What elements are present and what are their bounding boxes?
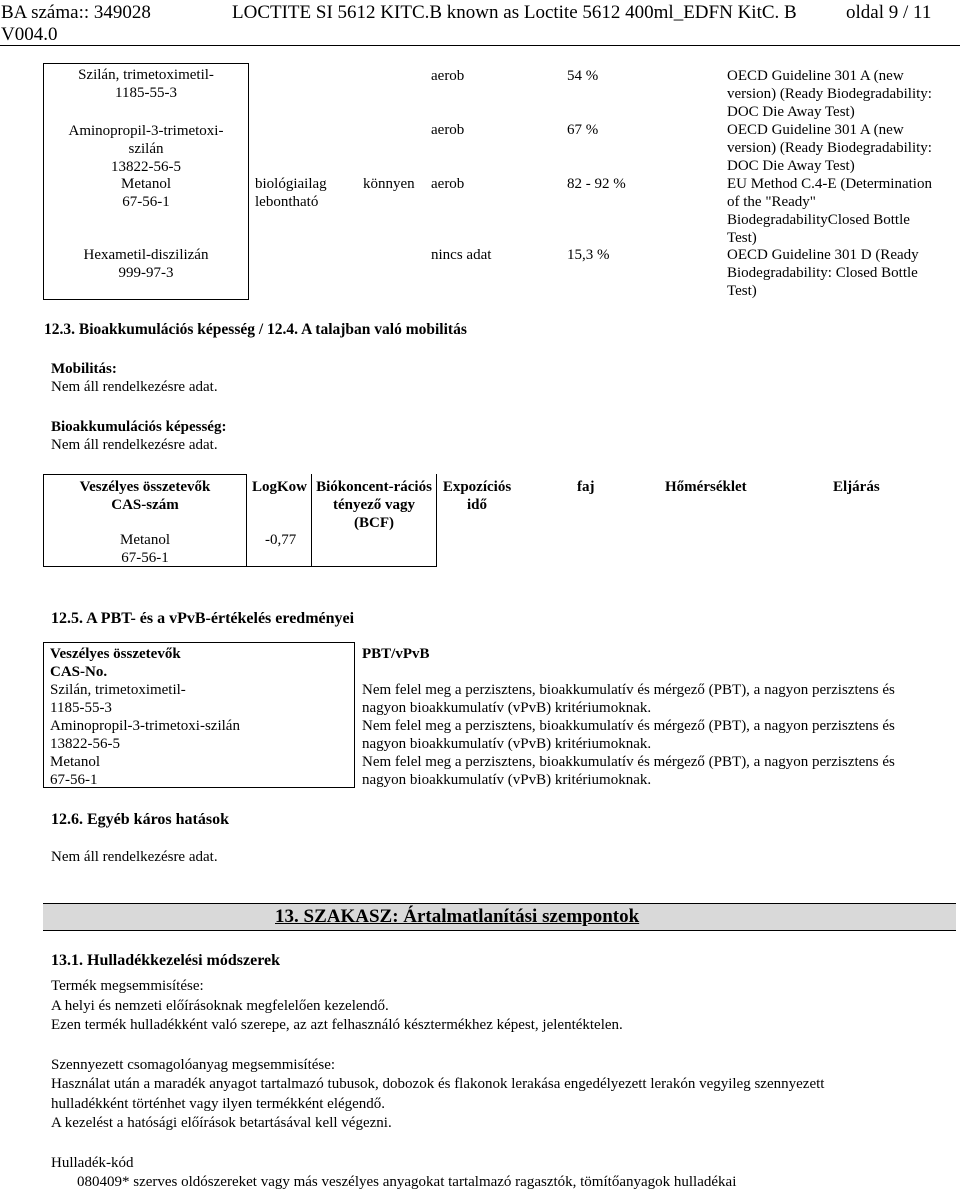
- substance-cell: Szilán, trimetoximetil- 1185-55-3: [78, 67, 214, 101]
- logkow-value: -0,77: [265, 532, 297, 548]
- section-13-title: 13. SZAKASZ: Ártalmatlanítási szempontok: [275, 906, 640, 927]
- product-disposal-text: A helyi és nemzeti előírásoknak megfelelően kezelendő.: [51, 998, 389, 1014]
- pbt-result-cell: Nem felel meg a perzisztens, bioakkumulatív és mérgező (PBT), a nagyon perzisztens és nagyon bioakkumulatív (vPvB) kritériumoknak.: [362, 718, 895, 752]
- packaging-disposal-text: Használat után a maradék anyagot tartalmazó tubusok, dobozok és flakonok lerakása engedélyezett lerakón vegyileg szennyezett: [51, 1076, 825, 1092]
- packaging-disposal-text: A kezelést a hatósági előírások betartásával kell végezni.: [51, 1115, 392, 1131]
- product-disposal-label: Termék megsemmisítése:: [51, 978, 204, 994]
- section-12-3-heading: 12.3. Bioakkumulációs képesség / 12.4. A talajban való mobilitás: [44, 321, 467, 338]
- header-divider: [0, 45, 960, 46]
- method-cell: OECD Guideline 301 D (Ready Biodegradability: Closed Bottle Test): [727, 247, 919, 299]
- method-cell: OECD Guideline 301 A (new version) (Ready Biodegradability: DOC Die Away Test): [727, 122, 932, 174]
- packaging-disposal-text: hulladékként történhet vagy ilyen termékként elégendő.: [51, 1096, 386, 1112]
- pbt-substance-cell: Metanol 67-56-1: [50, 754, 100, 788]
- pbt-result-cell: Nem felel meg a perzisztens, bioakkumulatív és mérgező (PBT), a nagyon perzisztens és nagyon bioakkumulatív (vPvB) kritériumoknak.: [362, 682, 895, 716]
- column-header-exposure: Expozíciós idő: [442, 479, 512, 513]
- header-doc-number: BA száma:: 349028: [1, 2, 151, 23]
- condition-cell: aerob: [431, 122, 465, 138]
- pbt-result-cell: Nem felel meg a perzisztens, bioakkumulatív és mérgező (PBT), a nagyon perzisztens és nagyon bioakkumulatív (vPvB) kritériumoknak.: [362, 754, 895, 788]
- pbt-column-header-substance: Veszélyes összetevők CAS-No.: [50, 646, 181, 680]
- section-13-banner: [43, 903, 956, 931]
- condition-cell: nincs adat: [431, 247, 492, 263]
- mobility-value: Nem áll rendelkezésre adat.: [51, 379, 218, 395]
- header-title: LOCTITE SI 5612 KITC.B known as Loctite 5612 400ml_EDFN KitC. B: [232, 2, 797, 23]
- substance-cell: Metanol 67-56-1: [121, 176, 171, 210]
- section-12-6-text: Nem áll rendelkezésre adat.: [51, 849, 218, 865]
- condition-cell: aerob: [431, 176, 465, 192]
- method-cell: EU Method C.4-E (Determination of the "Ready" BiodegradabilityClosed Bottle Test): [727, 176, 932, 246]
- condition-cell: aerob: [431, 68, 465, 84]
- header-version: V004.0: [1, 24, 58, 45]
- column-header-temperature: Hőmérséklet: [665, 479, 747, 495]
- percent-cell: 67 %: [567, 122, 599, 138]
- substance-cell: Hexametil-diszilizán 999-97-3: [83, 247, 209, 281]
- biodegradability-rating: könnyen: [363, 176, 415, 192]
- bioaccumulation-value: Nem áll rendelkezésre adat.: [51, 437, 218, 453]
- section-13-1-heading: 13.1. Hulladékkezelési módszerek: [51, 952, 281, 969]
- column-header-species: faj: [577, 479, 595, 495]
- column-header-substance: Veszélyes összetevők CAS-szám: [79, 479, 211, 513]
- section-12-6-heading: 12.6. Egyéb káros hatások: [51, 811, 229, 828]
- packaging-disposal-label: Szennyezett csomagolóanyag megsemmisítése:: [51, 1057, 336, 1073]
- column-header-logkow: LogKow: [252, 479, 308, 495]
- column-header-method: Eljárás: [833, 479, 880, 495]
- product-disposal-text: Ezen termék hulladékként való szerepe, az azt felhasználó késztermékhez képest, jelentéktelen.: [51, 1017, 623, 1033]
- column-header-bcf: Biókoncent-rációs tényező vagy (BCF): [316, 479, 432, 531]
- bioaccumulation-label: Bioakkumulációs képesség:: [51, 419, 227, 435]
- percent-cell: 82 - 92 %: [567, 176, 626, 192]
- pbt-substance-cell: Szilán, trimetoximetil- 1185-55-3: [50, 682, 186, 716]
- pbt-substance-cell: Aminopropil-3-trimetoxi-szilán 13822-56-5: [50, 718, 240, 752]
- substance-cell: Aminopropil-3-trimetoxi- szilán 13822-56-5: [68, 123, 224, 175]
- mobility-label: Mobilitás:: [51, 361, 117, 377]
- method-cell: OECD Guideline 301 A (new version) (Ready Biodegradability: DOC Die Away Test): [727, 68, 932, 120]
- percent-cell: 15,3 %: [567, 247, 610, 263]
- pbt-column-header-pbt: PBT/vPvB: [362, 646, 430, 662]
- bioacc-substance-cell: Metanol 67-56-1: [120, 532, 170, 566]
- header-page-number: oldal 9 / 11: [846, 2, 932, 23]
- biodegradability-result: biológiailag lebontható: [255, 176, 327, 210]
- section-12-5-heading: 12.5. A PBT- és a vPvB-értékelés eredményei: [51, 610, 355, 627]
- waste-code-label: Hulladék-kód: [51, 1155, 134, 1171]
- waste-code-text: 080409* szerves oldószereket vagy más veszélyes anyagokat tartalmazó ragasztók, tömítőanyagok hulladékai: [77, 1174, 737, 1190]
- percent-cell: 54 %: [567, 68, 599, 84]
